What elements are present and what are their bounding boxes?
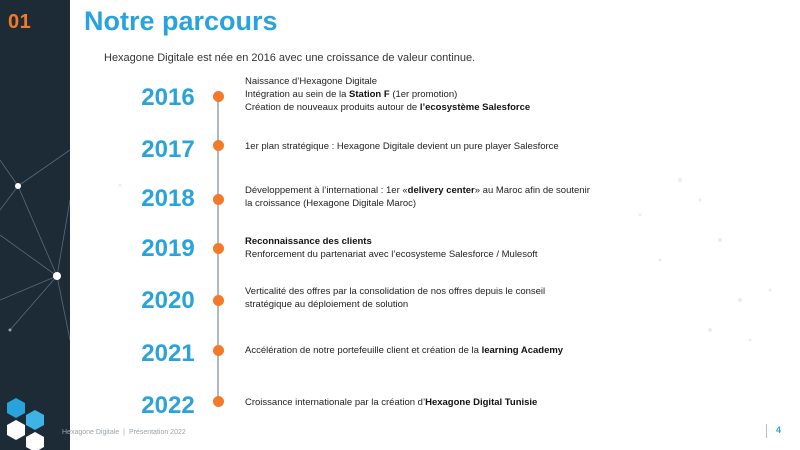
timeline-dot <box>213 140 224 151</box>
timeline-year: 2021 <box>141 340 195 367</box>
timeline-year: 2016 <box>141 84 195 111</box>
event-text: (1er promotion) <box>389 89 458 100</box>
timeline-dot <box>213 295 224 306</box>
network-node <box>53 272 61 280</box>
sidebar <box>0 0 70 450</box>
timeline-event-line <box>245 396 625 409</box>
event-highlight: Reconnaissance des clients <box>245 236 372 247</box>
event-highlight: learning Academy <box>481 345 564 356</box>
timeline-event <box>245 344 625 357</box>
timeline-dot <box>213 243 224 254</box>
timeline-event-line <box>245 197 625 210</box>
event-text: Verticalité des offres par la consolidation de nos offres depuis le conseil <box>245 286 546 297</box>
event-highlight: Station F <box>349 89 390 100</box>
timeline-event-line <box>245 298 625 311</box>
event-text: Création de nouveaux produits autour de <box>245 102 420 113</box>
timeline-year: 2022 <box>141 392 195 419</box>
timeline-event-line <box>245 248 625 261</box>
timeline-year: 2017 <box>141 136 195 163</box>
event-highlight: l’ecosystème Salesforce <box>419 102 531 113</box>
timeline-event-line <box>245 184 625 197</box>
timeline-event-line <box>245 285 625 298</box>
timeline-event <box>245 140 625 153</box>
timeline-event-line <box>245 344 625 357</box>
timeline-event-line <box>245 88 625 101</box>
timeline-event <box>245 184 625 210</box>
network-node <box>9 329 12 332</box>
network-decoration <box>0 0 70 450</box>
event-text: Renforcement du partenariat avec l’ecosysteme Salesforce / Mulesoft <box>245 249 538 260</box>
timeline-year: 2018 <box>141 185 195 212</box>
event-text: 1er plan stratégique : Hexagone Digitale devient un pure player Salesforce <box>245 141 559 152</box>
hexagon-logo-icon <box>7 398 44 450</box>
timeline-dot <box>213 194 224 205</box>
timeline-event-line <box>245 75 625 88</box>
timeline-event-line <box>245 235 625 248</box>
timeline-dot <box>213 91 224 102</box>
timeline-event <box>245 285 625 311</box>
event-text: Développement à l’international : 1er « <box>245 185 408 196</box>
footer-separator: | <box>123 429 125 436</box>
event-text: stratégique au déploiement de solution <box>245 299 409 310</box>
footer <box>62 429 188 436</box>
page-title: Notre parcours <box>84 6 278 36</box>
network-node <box>15 183 21 189</box>
event-text: la croissance (Hexagone Digitale Maroc) <box>245 198 417 209</box>
event-highlight: Hexagone Digital Tunisie <box>425 397 538 408</box>
event-text: Intégration au sein de la <box>245 89 350 100</box>
footer-company: Hexagone Digitale <box>62 429 120 436</box>
timeline-event <box>245 396 625 409</box>
event-highlight: delivery center <box>407 185 475 196</box>
event-text: Naissance d’Hexagone Digitale <box>245 76 378 87</box>
timeline-dot <box>213 345 224 356</box>
timeline-year: 2020 <box>141 287 195 314</box>
timeline-event <box>245 75 625 114</box>
intro-text: Hexagone Digitale est née en 2016 avec une croissance de valeur continue. <box>104 52 476 64</box>
footer-label: Présentation 2022 <box>128 429 186 436</box>
section-number: 01 <box>8 11 32 33</box>
timeline-event <box>245 235 625 261</box>
page-separator <box>766 424 767 438</box>
page-number: 4 <box>776 425 782 435</box>
timeline-event-line <box>245 101 625 114</box>
event-text: » au Maroc afin de soutenir <box>474 185 590 196</box>
timeline-event-line <box>245 140 625 153</box>
event-text: Accélération de notre portefeuille client et création de la <box>245 345 482 356</box>
event-text: Croissance internationale par la création d’ <box>245 397 426 408</box>
timeline-dot <box>213 396 224 407</box>
timeline-year: 2019 <box>141 235 195 262</box>
